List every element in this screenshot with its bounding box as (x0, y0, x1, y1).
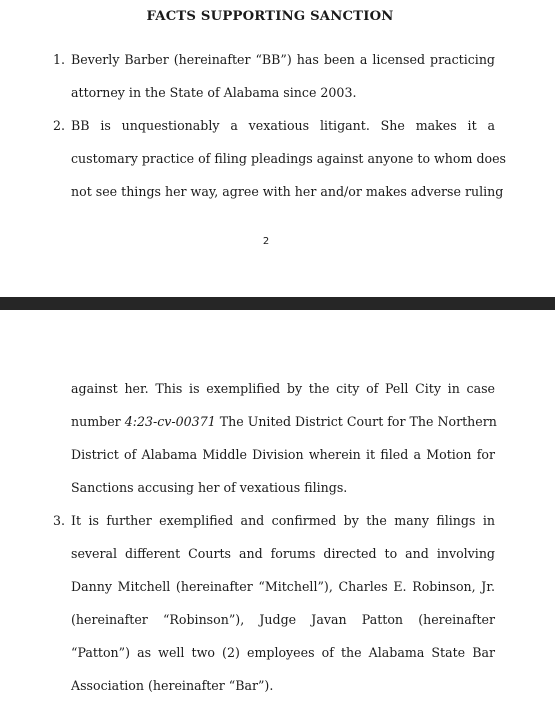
case-number: 4:23-cv-00371 (124, 414, 216, 429)
document-page-1 (0, 0, 555, 297)
page-number: 2 (262, 236, 270, 247)
item-1-line-1: Beverly Barber (hereinafter “BB”) has been a licensed practicing (71, 52, 495, 67)
item-3-line-4: (hereinafter “Robinson”), Judge Javan Patton (hereinafter (71, 612, 495, 627)
case-suffix: The United District Court for The Northern (215, 414, 497, 429)
item-2-line-7: Sanctions accusing her of vexatious filings. (71, 480, 348, 495)
item-2-line-1: BB is unquestionably a vexatious litigant. She makes it a (71, 118, 495, 133)
item-3-number: 3. (53, 513, 66, 528)
page-separator (0, 297, 555, 310)
item-3-line-1: It is further exemplified and confirmed by the many filings in (71, 513, 495, 528)
item-2-number: 2. (53, 118, 66, 133)
document-page-2 (0, 310, 555, 719)
section-heading: FACTS SUPPORTING SANCTION (146, 9, 394, 24)
item-2-line-2: customary practice of filing pleadings against anyone to whom does (71, 151, 507, 166)
item-2-line-3: not see things her way, agree with her and/or makes adverse ruling (71, 184, 504, 199)
item-1-number: 1. (53, 52, 66, 67)
item-3-line-2: several different Courts and forums directed to and involving (71, 546, 495, 561)
item-2-line-4: against her. This is exemplified by the city of Pell City in case (71, 381, 495, 396)
item-3-line-5: “Patton”) as well two (2) employees of the Alabama State Bar (71, 645, 495, 660)
item-3-line-6: Association (hereinafter “Bar”). (71, 678, 274, 693)
case-prefix: number (71, 414, 125, 429)
item-2-line-5 (71, 414, 495, 430)
item-3-line-3: Danny Mitchell (hereinafter “Mitchell”), Charles E. Robinson, Jr. (71, 579, 495, 594)
item-1-line-2: attorney in the State of Alabama since 2003. (71, 85, 357, 100)
item-2-line-6: District of Alabama Middle Division wherein it filed a Motion for (71, 447, 495, 462)
